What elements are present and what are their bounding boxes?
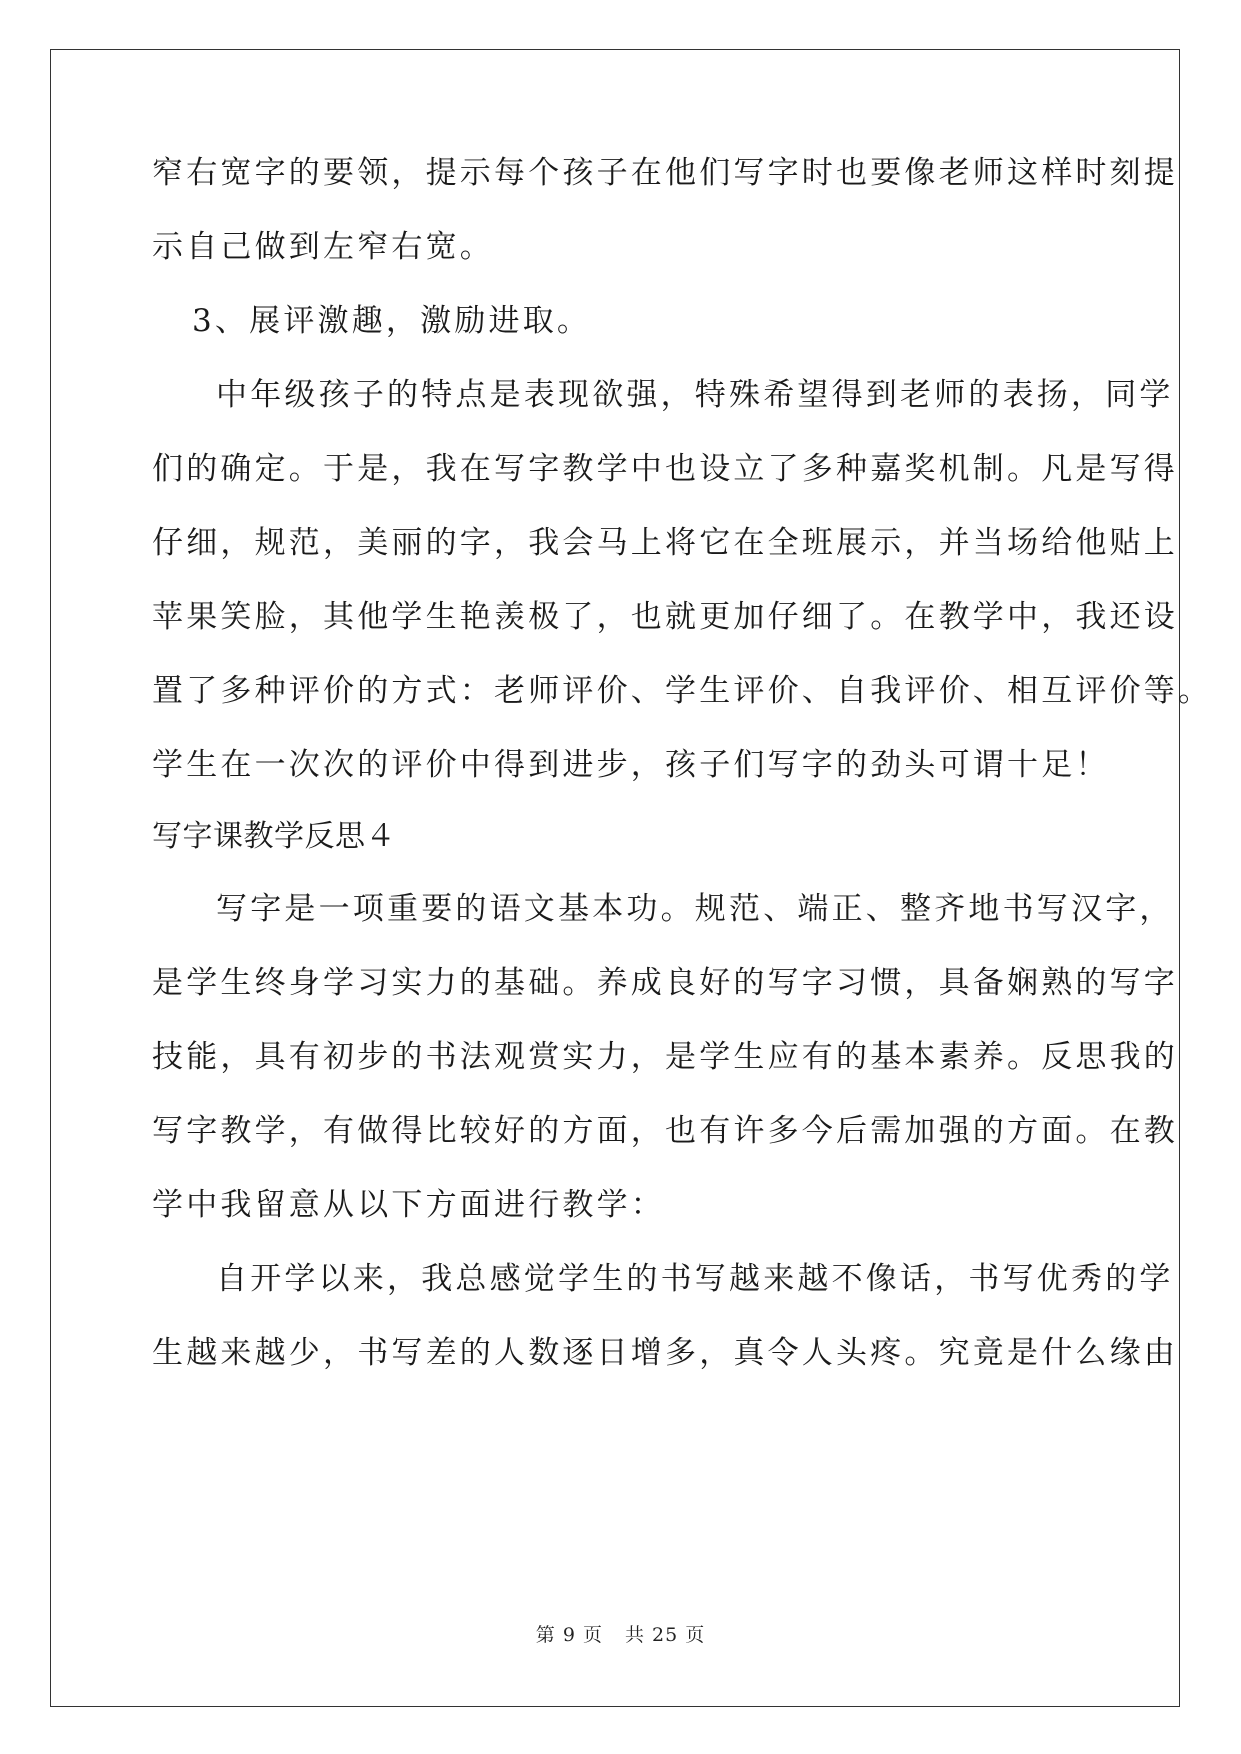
paragraph-line: 写字教学，有做得比较好的方面，也有许多今后需加强的方面。在教 [152, 1113, 1178, 1149]
paragraph-line: 中年级孩子的特点是表现欲强，特殊希望得到老师的表扬，同学 [216, 377, 1174, 413]
paragraph-line: 仔细，规范，美丽的字，我会马上将它在全班展示，并当场给他贴上 [152, 525, 1178, 561]
paragraph-line: 写字是一项重要的语文基本功。规范、端正、整齐地书写汉字， [216, 891, 1174, 927]
paragraph-line: 自开学以来，我总感觉学生的书写越来越不像话，书写优秀的学 [216, 1261, 1174, 1297]
paragraph-line: 置了多种评价的方式：老师评价、学生评价、自我评价、相互评价等。 [152, 673, 1213, 709]
section-subheading: 3、展评激趣，激励进取。 [192, 303, 592, 339]
total-pages: 共 25 页 [624, 1624, 706, 1646]
section-heading: 写字课教学反思４ [152, 819, 396, 854]
paragraph-line: 窄右宽字的要领，提示每个孩子在他们写字时也要像老师这样时刻提 [152, 155, 1178, 191]
paragraph-line: 们的确定。于是，我在写字教学中也设立了多种嘉奖机制。凡是写得 [152, 451, 1178, 487]
paragraph-line: 技能，具有初步的书法观赏实力，是学生应有的基本素养。反思我的 [152, 1039, 1178, 1075]
paragraph-line: 学生在一次次的评价中得到进步，孩子们写字的劲头可谓十足！ [152, 747, 1110, 783]
paragraph-line: 苹果笑脸，其他学生艳羡极了，也就更加仔细了。在教学中，我还设 [152, 599, 1178, 635]
paragraph-line: 是学生终身学习实力的基础。养成良好的写字习惯，具备娴熟的写字 [152, 965, 1178, 1001]
paragraph-line: 生越来越少，书写差的人数逐日增多，真令人头疼。究竟是什么缘由 [152, 1335, 1178, 1371]
paragraph-line: 学中我留意从以下方面进行教学： [152, 1187, 665, 1223]
page-number: 第 9 页 [535, 1624, 603, 1646]
page-footer [0, 1620, 1241, 1647]
page-border [50, 49, 1180, 1707]
paragraph-line: 示自己做到左窄右宽。 [152, 229, 494, 265]
